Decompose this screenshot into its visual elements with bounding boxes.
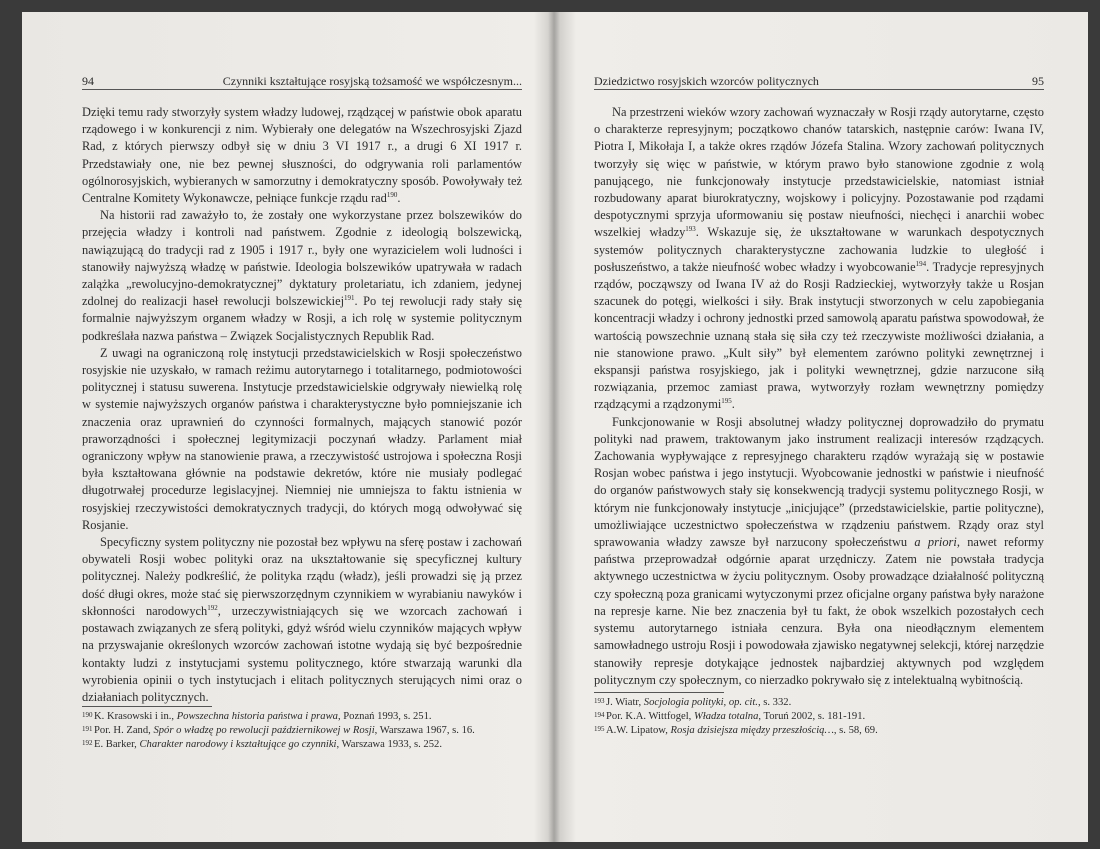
footnote-190: 190 K. Krasowski i in., Powszechna historia państwa i prawa, Poznań 1993, s. 251. <box>82 711 432 722</box>
left-running-title: Czynniki kształtujące rosyjską tożsamość we współczesnym... <box>222 74 522 88</box>
paragraph: Specyficzny system polityczny nie pozostał bez wpływu na sferę postaw i zachowań obywateli Rosji wobec polityki oraz na ukształtowanie się specyficznej kultury politycznej. Należy podkreślić, że polityka rządu (władz), jeśli prowadzi się ją przez dość długi okres, może stać się pierwszorzędnym czynnikiem w wyrabianiu nawyków i skłonności narodowych$^{192}$, urzeczywistniających się we wzorcach zachowań i postawach związanych ze sferą polityki, gdyż wśród wielu czynników mających wpływ na przyswajanie określonych wzorców zachowań istotne wydają się być bezpośrednie kontakty ludzi z instytucjami systemu politycznego, które stwarzają warunki dla wyrobienia opinii o tych instytucjach i elitach politycznych sterujących nimi oraz o działaniach politycznych. <box>82 535 522 704</box>
footnote-191: 191 Por. H. Zand, Spór o władzę po rewolucji październikowej w Rosji, Warszawa 1967, s. 16. <box>82 725 475 736</box>
right-page-number: 95 <box>1032 74 1044 88</box>
footnote-ref: 194 <box>915 259 927 268</box>
footnote-rule <box>82 706 212 707</box>
left-page-number: 94 <box>82 74 94 88</box>
paragraph: Funkcjonowanie w Rosji absolutnej władzy politycznej doprowadziło do prymatu polityki nad prawem, traktowanym jako instrument realizacji interesów rządzących. Zachowania wypływające z represyjnego charakteru rządów wyrażają się w postawie Rosjan wobec państwa i jego instytucji. Wyobcowanie jednostki w państwie i nieufność do organów państwowych stały się konsekwencją tradycji systemu politycznego Rosji, w którym nie funkcjonowały instytucje „inicjujące” (przedstawicielskie, partie polityczne), umożliwiające uczestnictwo społeczeństwa w rządzeniu państwem. Rządy oraz styl sprawowania władzy zawsze był narzucony społeczeństwu a priori, nawet reformy państwa przeprowadzał odgórnie aparat urzędniczy. Zatem nie powstała tradycja aktywnego uczestnictwa w życiu politycznym. Osoby prowadzące działalność polityczną czy społeczną poza granicami wytyczonymi przez oficjalne organy państwa były narażone na represje karne. Nie bez znaczenia był tu fakt, że obok wszelkich pozostałych cech systemu autorytarnego istniała cenzura. Była ona nieodłącznym elementem samowładnego ustroju Rosji i powodowała zjawisko negatywnej selekcji, której narzędzie stanowiły represje dotykające jednostek najbardziej aktywnych pod względem politycznym czy społecznym, co nierzadko pokrywało się z intelektualną wybitnością. <box>594 414 1044 687</box>
footnote-ref: 193 <box>685 225 696 234</box>
footnote-194: 194 Por. K.A. Wittfogel, Władza totalna, Toruń 2002, s. 181-191. <box>594 711 866 722</box>
right-page <box>556 12 1088 842</box>
footnote-ref: 190 <box>386 190 398 199</box>
left-running-head <box>82 69 522 90</box>
footnote-rule <box>594 692 724 693</box>
paragraph: Dzięki temu rady stworzyły system władzy ludowej, rządzącej w państwie obok aparatu rządowego i w konkurencji z nim. Wybierały one delegatów na Wszechrosyjski Zjazd Rad, z których pierwszy odbył się w dniu 3 VI 1917 r., a drugi 6 XI 1917 r. Przedstawiały one, nie bez pewnej słuszności, do odgrywania roli parlamentów ogólnorosyjskich, wybieranych w samorzutny i demokratyczny sposób. Powoływały też Centralne Komitety Wykonawcze, pełniące funkcje rządu rad$^{190}$. <box>82 105 522 206</box>
paragraph: Na historii rad zaważyło to, że zostały one wykorzystane przez bolszewików do przejęcia władzy i kontroli nad państwem. Zgodnie z ideologią bolszewicką, nawiązującą do tradycji rad z 1905 i 1917 r., były one wyrazicielem woli ludności i stanowiły najwyższą władzę w państwie. Ideologia bolszewików upatrywała w radach zalążka „rewolucyjno-demokratycznej” dyktatury proletariatu, ich zdaniem, jedynej zdolnej do realizacji haseł rewolucji bolszewickiej$^{191}$. Po tej rewolucji rady stały się formalnie najwyższym organem władzy w Rosji, a ich rolę w systemie politycznym podkreślała nazwa państwa – Związek Socjalistycznych Republik Rad. <box>82 208 522 343</box>
left-body-text <box>82 104 522 706</box>
right-running-head <box>594 69 1044 90</box>
footnote-ref: 191 <box>344 294 355 303</box>
paragraph: Z uwagi na ograniczoną rolę instytucji przedstawicielskich w Rosji społeczeństwo rosyjskie nie uzyskało, w ramach reżimu autorytarnego i totalitarnego, podmiotowości politycznej i statusu suwerena. Instytucje przedstawicielskie odgrywały niewielką rolę w systemie najwyższych organów państwa i charakterystyczne było pomniejszanie ich znaczenia oraz uprawnień do czynności formalnych, mających stanowić pozór praworządności i społecznej legitymizacji poczynań władzy. Parlament miał ograniczony wpływ na stanowienie prawa, a rzeczywistość ustrojowa i społeczna Rosji była kształtowana głównie na podstawie dekretów, które nie musiały podlegać długotrwałej procedurze legislacyjnej. Niemniej nie umniejsza to faktu istnienia w rosyjskiej rzeczywistości demokratycznych tradycji, do których mogą odwoływać się Rosjanie. <box>82 345 522 532</box>
right-footnotes <box>594 692 1044 738</box>
right-running-title: Dziedzictwo rosyjskich wzorców politycznych <box>594 74 819 88</box>
footnote-193: 193 J. Wiatr, Socjologia polityki, op. cit., s. 332. <box>594 697 792 708</box>
left-footnotes <box>82 706 522 752</box>
right-body-text <box>594 104 1044 689</box>
footnote-ref: 192 <box>207 603 218 612</box>
footnote-192: 192 E. Barker, Charakter narodowy i kształtujące go czynniki, Warszawa 1933, s. 252. <box>82 739 442 750</box>
footnote-195: 195 A.W. Lipatow, Rosja dzisiejsza między przeszłością…, s. 58, 69. <box>594 725 878 736</box>
book-spread <box>22 12 1088 842</box>
left-page <box>22 12 552 842</box>
paragraph: Na przestrzeni wieków wzory zachowań wyznaczały w Rosji rządy autorytarne, często o charakterze represyjnym; początkowo chanów tatarskich, następnie carów: Iwana IV, Piotra I, Mikołaja I, a także okres rządów Józefa Stalina. Wzory zachowań politycznych tworzyły się więc w państwie, w którym prawo było stanowione zgodnie z wolą panującego, nie funkcjonowały instytucje przedstawicielskie, natomiast istniał rozbudowany aparat biurokratyczny, wojskowy i policyjny. Pozostawanie pod rządami despotycznymi sprzyja uformowaniu się postaw nieufności, niechęci i anarchii wobec wszelkiej władzy$^{193}$. Wskazuje się, że ukształtowane w warunkach despotycznych systemów politycznych charakterystyczne zachowania ludzkie to uległość i posłuszeństwo, a także nieufność wobec władzy i wyobcowanie$^{194}$. Tradycje represyjnych rządów, począwszy od Iwana IV aż do Rosji Radzieckiej, wytworzyły także u Rosjan szacunek do potęgi, wielkości i siły. Brak instytucji stworzonych w celu zapobiegania koncentracji władzy i ochrony jednostki przed samowolą aparatu państwa spowodował, że wartością powszechnie uznaną stała się siła czy też rzeczywiste możliwości działania, a nie stanowione prawo. „Kult siły” był elementem zarówno polityki zewnętrznej i ekspansji państwa rosyjskiego, jak i polityki wewnętrznej, gdzie narzucone siłą rozwiązania, przemoc zamiast prawa, wytworzyły rozłam wewnętrzny pomiędzy rządzącymi a rządzonymi$^{195}$. <box>594 105 1044 412</box>
footnote-ref: 195 <box>721 397 732 406</box>
